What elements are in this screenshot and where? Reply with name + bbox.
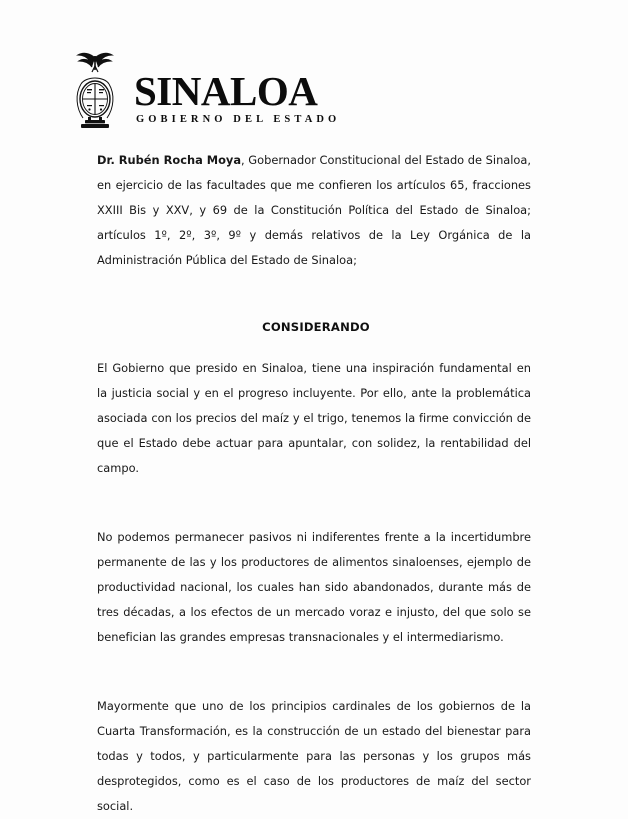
preamble-text: , Gobernador Constitucional del Estado de Sinaloa, en ejercicio de las facultades que me confieren los artículos 65, fracciones XXIII Bis y XXV, y 69 de la Constitución Política del Estado de Sinaloa; artículos 1º, 2º, 3º, 9º y demás relativos de la Ley Orgánica de la Administración Pública del Estado de Sinaloa; <box>97 153 531 267</box>
letterhead <box>68 50 340 140</box>
considerando-paragraph-1: El Gobierno que presido en Sinaloa, tiene una inspiración fundamental en la justicia social y en el progreso incluyente. Por ello, ante la problemática asociada con los precios del maíz y el trigo, tenemos la firme convicción de que el Estado debe actuar para apuntalar, con solidez, la rentabilidad del campo. <box>97 361 531 475</box>
logo-title: SINALOA <box>134 68 318 114</box>
considerando-block <box>97 320 531 334</box>
sinaloa-coat-of-arms-icon <box>68 50 122 134</box>
logo-subtitle: GOBIERNO DEL ESTADO <box>136 113 341 125</box>
wordmark <box>134 50 340 125</box>
preamble-paragraph <box>97 148 531 273</box>
considerando-paragraph-2: No podemos permanecer pasivos ni indiferentes frente a la incertidumbre permanente de las y los productores de alimentos sinaloenses, ejemplo de productividad nacional, los cuales han sido abandonados, durante más de tres décadas, a los efectos de un mercado voraz e injusto, del que solo se benefician las grandes empresas transnacionales y el intermediarismo. <box>97 530 531 644</box>
signatory-name: Dr. Rubén Rocha Moya <box>97 153 242 167</box>
document-body <box>97 148 531 819</box>
section-heading-considerando: CONSIDERANDO <box>262 320 370 334</box>
considerando-paragraph-3: Mayormente que uno de los principios cardinales de los gobiernos de la Cuarta Transformación, es la construcción de un estado del bienestar para todas y todos, y particularmente para las personas y los grupos más desprotegidos, como es el caso de los productores de maíz del sector social. <box>97 699 531 813</box>
